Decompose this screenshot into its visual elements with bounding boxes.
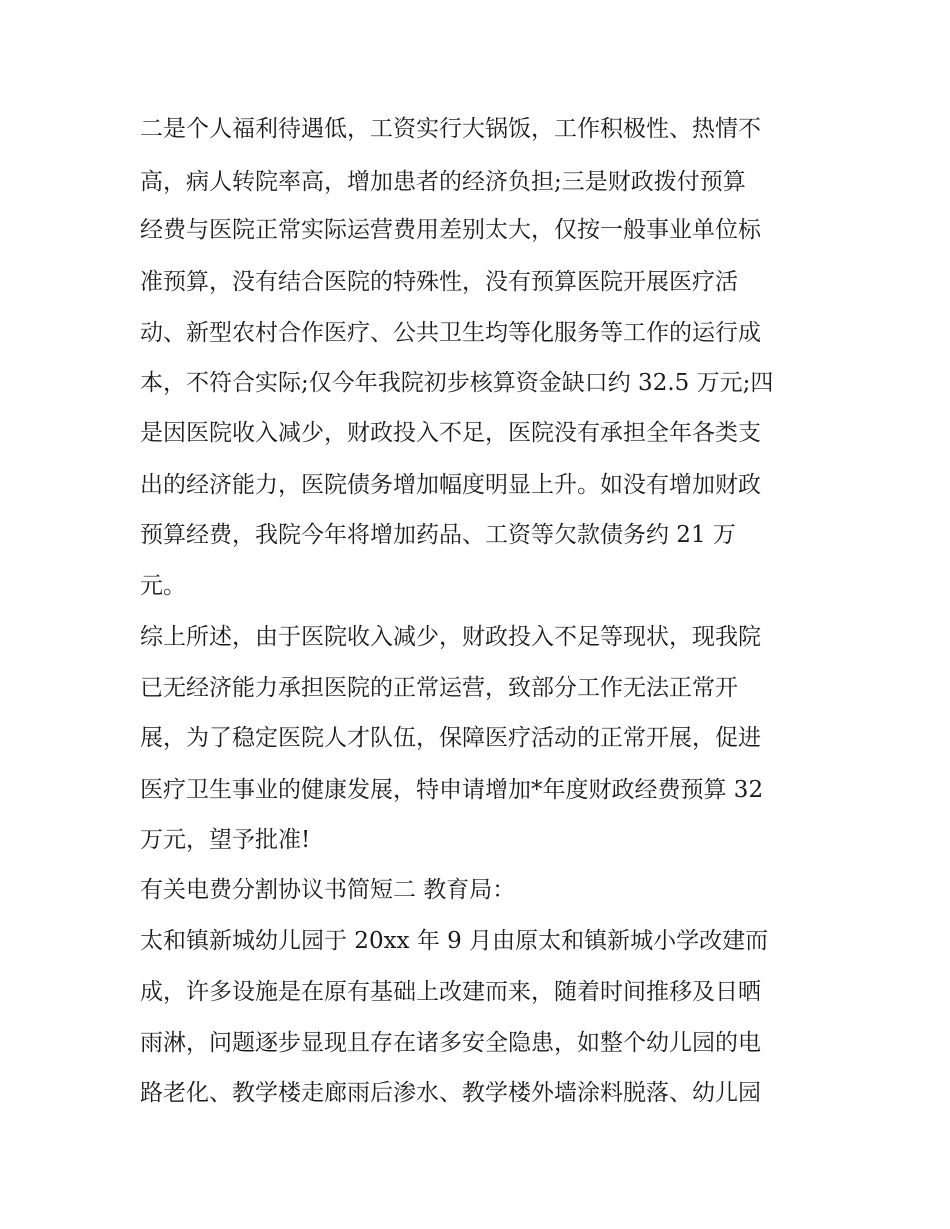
text-line: 元。 — [140, 573, 186, 599]
text-line: 太和镇新城幼儿园于 20xx 年 9 月由原太和镇新城小学改建而 — [140, 928, 769, 954]
text-line: 是因医院收入减少，财政投入不足，医院没有承担全年各类支 — [140, 420, 761, 446]
text-line: 展，为了稳定医院人才队伍，保障医疗活动的正常开展，促进 — [140, 725, 761, 751]
text-line: 动、新型农村合作医疗、公共卫生均等化服务等工作的运行成 — [140, 320, 761, 346]
section-heading: 有关电费分割协议书简短二 教育局： — [140, 877, 516, 903]
text-line: 出的经济能力，医院债务增加幅度明显上升。如没有增加财政 — [140, 472, 761, 498]
text-line: 医疗卫生事业的健康发展，特申请增加*年度财政经费预算 32 — [140, 777, 764, 803]
text-line: 雨淋，问题逐步显现且存在诸多安全隐患，如整个幼儿园的电 — [140, 1030, 761, 1056]
text-line: 本，不符合实际;仅今年我院初步核算资金缺口约 32.5 万元;四 — [140, 370, 774, 396]
text-line: 综上所述，由于医院收入减少，财政投入不足等现状，现我院 — [140, 624, 761, 650]
text-line: 预算经费，我院今年将增加药品、工资等欠款债务约 21 万 — [140, 522, 736, 548]
text-line: 二是个人福利待遇低，工资实行大锅饭，工作积极性、热情不 — [140, 116, 761, 142]
text-line: 万元，望予批准! — [140, 827, 311, 853]
text-line: 成，许多设施是在原有基础上改建而来，随着时间推移及日晒 — [140, 979, 761, 1005]
text-line: 准预算，没有结合医院的特殊性，没有预算医院开展医疗活 — [140, 269, 738, 295]
text-line: 路老化、教学楼走廊雨后渗水、教学楼外墙涂料脱落、幼儿园 — [140, 1080, 761, 1106]
text-line: 高，病人转院率高，增加患者的经济负担;三是财政拨付预算 — [140, 169, 746, 195]
text-line: 已无经济能力承担医院的正常运营，致部分工作无法正常开 — [140, 675, 738, 701]
text-line: 经费与医院正常实际运营费用差别太大，仅按一般事业单位标 — [140, 217, 761, 243]
